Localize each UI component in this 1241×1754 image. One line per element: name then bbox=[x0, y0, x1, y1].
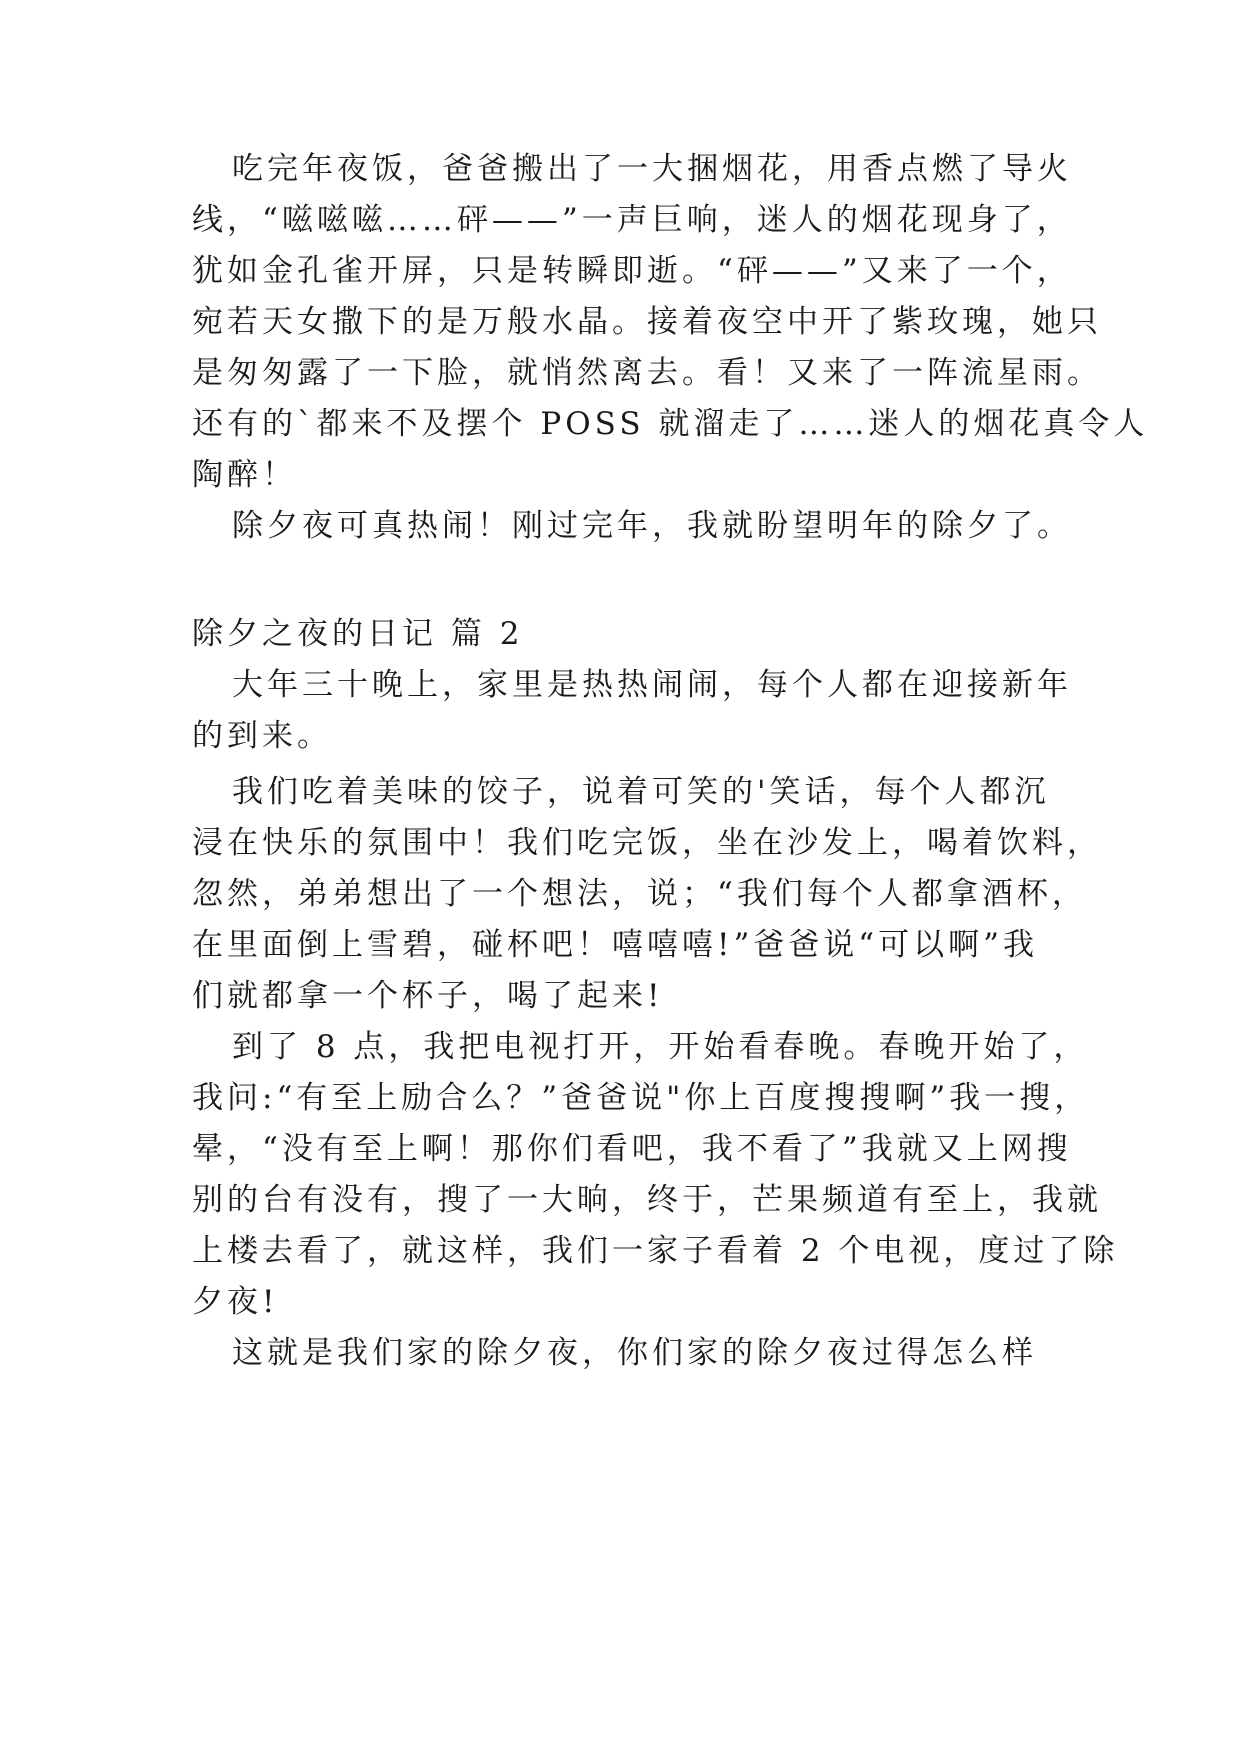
paragraph-line: 夕夜! bbox=[192, 1284, 279, 1320]
paragraph-line: 的到来。 bbox=[192, 718, 332, 754]
paragraph-line: 线，“嗞嗞嗞……砰——”一声巨响，迷人的烟花现身了， bbox=[192, 202, 1072, 238]
paragraph-line: 陶醉！ bbox=[192, 457, 297, 493]
paragraph-line: 我问:“有至上励合么？”爸爸说"你上百度搜搜啊”我一搜， bbox=[192, 1080, 1090, 1116]
paragraph-line: 们就都拿一个杯子，喝了起来! bbox=[192, 978, 664, 1014]
paragraph-line: 忽然，弟弟想出了一个想法，说；“我们每个人都拿酒杯， bbox=[192, 876, 1087, 912]
paragraph-line: 吃完年夜饭，爸爸搬出了一大捆烟花，用香点燃了导火 bbox=[232, 151, 1072, 187]
paragraph-line: 是匆匆露了一下脸，就悄然离去。看！又来了一阵流星雨。 bbox=[192, 355, 1102, 391]
paragraph-line: 在里面倒上雪碧，碰杯吧！嘻嘻嘻!”爸爸说“可以啊”我 bbox=[192, 927, 1038, 963]
paragraph-line: 这就是我们家的除夕夜，你们家的除夕夜过得怎么样 bbox=[232, 1335, 1037, 1371]
paragraph-line: 宛若天女撒下的是万般水晶。接着夜空中开了紫玫瑰，她只 bbox=[192, 304, 1102, 340]
section-heading: 除夕之夜的日记 篇 2 bbox=[192, 616, 524, 652]
paragraph-line: 除夕夜可真热闹！刚过完年，我就盼望明年的除夕了。 bbox=[232, 508, 1072, 544]
paragraph-line: 浸在快乐的氛围中！我们吃完饭，坐在沙发上，喝着饮料， bbox=[192, 825, 1102, 861]
paragraph-line: 还有的`都来不及摆个 POSS 就溜走了……迷人的烟花真令人 bbox=[192, 406, 1149, 442]
paragraph-line: 晕，“没有至上啊！那你们看吧，我不看了”我就又上网搜 bbox=[192, 1131, 1072, 1167]
paragraph-line: 到了 8 点，我把电视打开，开始看春晚。春晚开始了， bbox=[232, 1029, 1089, 1065]
paragraph-line: 大年三十晚上，家里是热热闹闹，每个人都在迎接新年 bbox=[232, 667, 1072, 703]
paragraph-line: 我们吃着美味的饺子，说着可笑的'笑话，每个人都沉 bbox=[232, 774, 1050, 810]
paragraph-line: 犹如金孔雀开屏，只是转瞬即逝。“砰——”又来了一个， bbox=[192, 253, 1072, 289]
paragraph-line: 别的台有没有，搜了一大晌，终于，芒果频道有至上，我就 bbox=[192, 1182, 1102, 1218]
paragraph-line: 上楼去看了，就这样，我们一家子看着 2 个电视，度过了除 bbox=[192, 1233, 1119, 1269]
document-body bbox=[192, 0, 1149, 1754]
